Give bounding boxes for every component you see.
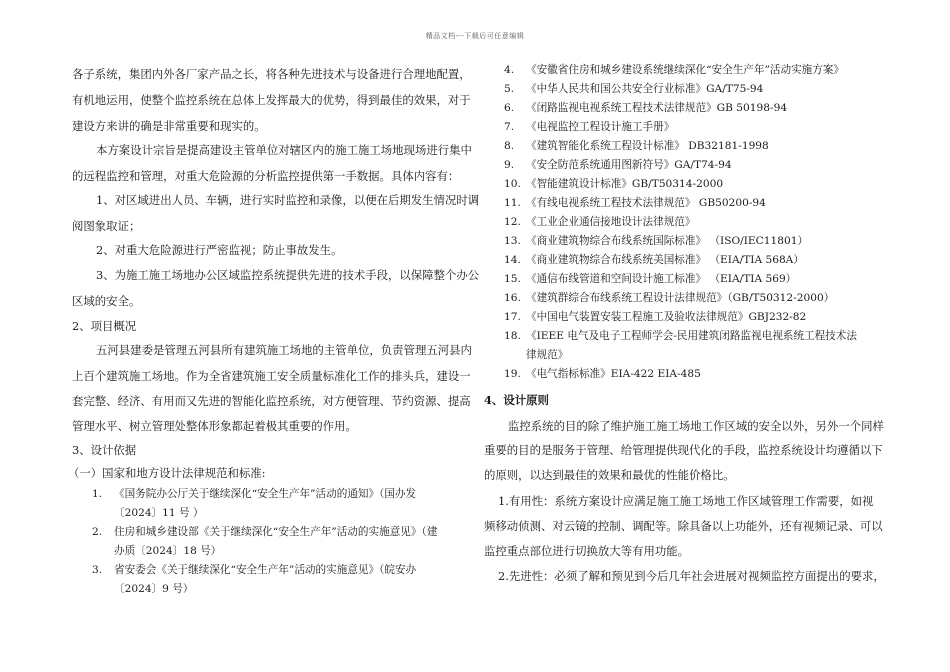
reference-text: 《安全防范系统通用图新符号》GA/T74-94: [526, 159, 732, 171]
text-line: 3、为施工施工场地办公区域监控系统提供先进的技术手段，以保障整个办公: [96, 268, 480, 282]
reference-item: [92, 488, 416, 501]
text-line: 各子系统，集团内外各厂家产品之长，将各种先进技术与设备进行合理地配置，: [72, 67, 471, 81]
reference-text: 《通信布线管道和空间设计施工标准》 （EIA/TIA 569）: [526, 273, 797, 285]
reference-number: 18.: [504, 330, 521, 342]
reference-item: [504, 330, 857, 343]
reference-item: [504, 159, 732, 172]
reference-item: [504, 197, 766, 210]
reference-number: 14.: [504, 254, 521, 266]
reference-text: 省安委会《关于继续深化“安全生产年”活动的实施意见》（皖安办: [114, 564, 417, 576]
page-header: 精品文档---下载后可任意编辑: [425, 32, 525, 40]
reference-number: 11.: [504, 197, 521, 209]
reference-number: 17.: [504, 311, 521, 323]
reference-number: 13.: [504, 235, 521, 247]
reference-number: 3.: [92, 564, 103, 576]
reference-text: 《有线电视系统工程技术法律规范》 GB50200-94: [526, 197, 766, 209]
reference-number: 19.: [504, 368, 521, 380]
reference-text: 《智能建筑设计标准》GB/T50314-2000: [526, 178, 724, 190]
reference-text: 〔2024〕11 号 ）: [114, 507, 204, 519]
text-line: 建设方来讲的确是非常重要和现实的。: [72, 119, 266, 133]
text-line: 的原则，以达到最佳的效果和最优的性能价格比。: [484, 468, 735, 482]
reference-item: [504, 121, 674, 134]
reference-item: [504, 311, 806, 324]
reference-number: 16.: [504, 292, 521, 304]
reference-number: 12.: [504, 216, 521, 228]
reference-number: 2.: [92, 526, 103, 538]
text-line: 监控重点部位进行切换放大等有用功能。: [484, 544, 690, 558]
text-line: 有机地运用，使整个监控系统在总体上发挥最大的优势，得到最佳的效果，对于: [72, 93, 471, 107]
reference-text: 办质〔2024〕18 号）: [114, 545, 222, 557]
text-line: 监控系统的目的除了维护施工施工场地工作区域的安全以外，另外一个同样: [508, 419, 884, 433]
reference-text: 《国务院办公厅关于继续深化“安全生产年”活动的通知》（国办发: [114, 488, 417, 500]
text-line: 重要的目的是服务于管理、给管理提供现代化的手段，监控系统设计均遵循以下: [484, 443, 883, 457]
reference-item: [92, 526, 437, 539]
text-line: 的远程监控和管理，对重大危险源的分析监控提供第一手数据。具体内容有：: [72, 169, 460, 183]
reference-text: 《电气指标标准》EIA-422 EIA-485: [526, 368, 701, 380]
reference-number: 7.: [504, 121, 515, 133]
reference-number: 6.: [504, 102, 515, 114]
reference-number: 5.: [504, 83, 515, 95]
reference-text: 《电视监控工程设计施工手册》: [526, 121, 675, 133]
reference-item: [504, 64, 844, 77]
reference-number: 8.: [504, 140, 515, 152]
reference-item: [504, 292, 834, 305]
reference-number: 15.: [504, 273, 521, 285]
section-heading: 3、设计依据: [72, 443, 137, 457]
reference-text: 《商业建筑物综合布线系统国际标准》 （ISO/IEC11801）: [526, 235, 809, 247]
text-line: 2、对重大危险源进行严密监视；防止事故发生。: [96, 243, 343, 257]
text-line: 2.先进性：必须了解和预见到今后几年社会进展对视频监控方面提出的要求，: [498, 569, 885, 583]
reference-text: 《商业建筑物综合布线系统美国标准》 （EIA/TIA 568A）: [526, 254, 804, 266]
subsection-heading: （一）国家和地方设计法律规范和标准:: [68, 466, 266, 480]
text-line: 1.有用性：系统方案设计应满足施工施工场地工作区域管理工作需要，如视: [498, 494, 874, 508]
reference-item: [504, 368, 701, 381]
reference-item: [504, 102, 787, 115]
reference-text: 《安徽省住房和城乡建设系统继续深化“安全生产年”活动实施方案》: [526, 64, 845, 76]
reference-item: [504, 273, 796, 286]
reference-number: 10.: [504, 178, 521, 190]
section-heading: 2、项目概况: [72, 319, 137, 333]
text-line: 1、对区域进出人员、车辆，进行实时监控和录像，以便在后期发生情况时调: [96, 193, 480, 207]
text-line: 套完整、经济、有用而又先进的智能化监控系统，对方便管理、节约资源、提高: [72, 394, 471, 408]
reference-item: [504, 216, 696, 229]
reference-item: [504, 254, 804, 267]
reference-text: 住房和城乡建设部《关于继续深化“安全生产年”活动的实施意见》（建: [114, 526, 438, 538]
text-line: 本方案设计宗旨是提高建设主管单位对辖区内的施工施工场地现场进行集中: [96, 143, 472, 157]
text-line: 上百个建筑施工场地。作为全省建筑施工安全质量标准化工作的排头兵，建设一: [72, 369, 471, 383]
reference-text: 《中国电气装置安装工程施工及验收法律规范》GBJ232-82: [526, 311, 807, 323]
reference-text: 《建筑群综合布线系统工程设计法律规范》（GB/T50312-2000）: [526, 292, 835, 304]
reference-text: 《工业企业通信接地设计法律规范》: [526, 216, 696, 228]
reference-text: 《中华人民共和国公共安全行业标准》GA/T75-94: [526, 83, 764, 95]
section-heading: 4、设计原则: [484, 393, 549, 407]
reference-text: 《闭路监视电视系统工程技术法律规范》GB 50198-94: [526, 102, 788, 114]
reference-text: 律规范》: [526, 349, 569, 361]
reference-text: 《IEEE 电气及电子工程师学会-民用建筑闭路监视电视系统工程技术法: [526, 330, 857, 342]
reference-item: [504, 235, 808, 248]
reference-item: [92, 564, 416, 577]
reference-text: 《建筑智能化系统工程设计标准》 DB32181-1998: [526, 140, 769, 152]
reference-item: [504, 83, 763, 96]
text-line: 管理水平、树立管理处整体形象都起着极其重要的作用。: [72, 419, 357, 433]
reference-item: [504, 178, 723, 191]
reference-number: 9.: [504, 159, 515, 171]
reference-item: [504, 140, 769, 153]
reference-number: 1.: [92, 488, 103, 500]
text-line: 五河县建委是管理五河县所有建筑施工场地的主管单位，负责管理五河县内: [96, 343, 472, 357]
reference-number: 4.: [504, 64, 515, 76]
text-line: 区域的安全。: [72, 294, 141, 308]
text-line: 阅图象取证；: [72, 219, 141, 233]
reference-text: 〔2024〕9 号）: [114, 583, 194, 595]
text-line: 频移动侦测、对云镜的控制、调配等。除具备以上功能外，还有视频记录、可以: [484, 519, 883, 533]
